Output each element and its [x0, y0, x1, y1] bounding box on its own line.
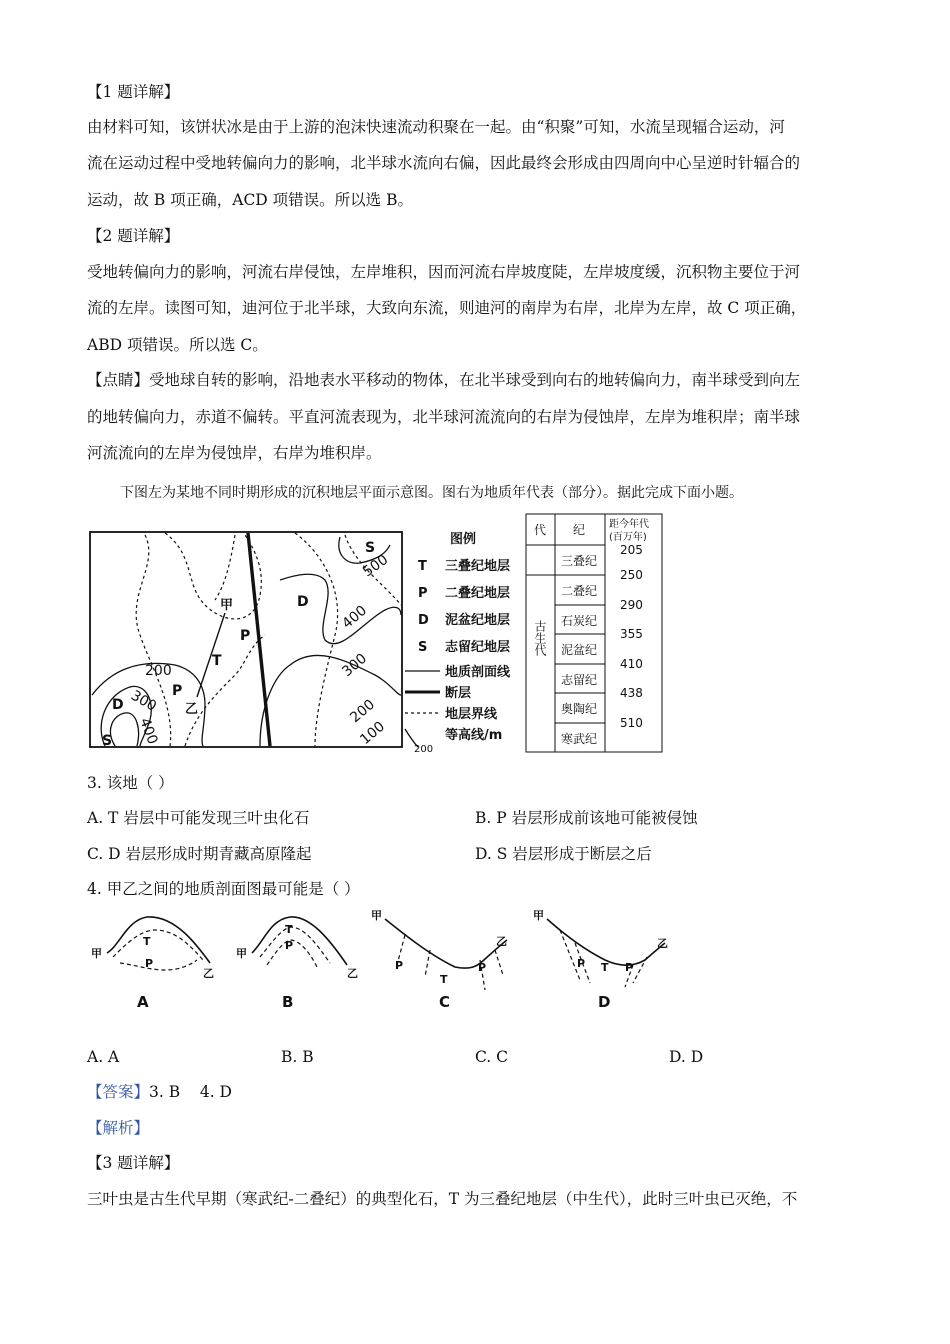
q3-option-c[interactable]: C. D 岩层形成时期青藏高原隆起 [87, 845, 312, 863]
fig-b-P: P [285, 939, 294, 952]
dianjing-line3: 河流流向的左岸为侵蚀岸，右岸为堆积岸。 [87, 444, 382, 462]
fig-c-P-left: P [395, 959, 404, 972]
table-period-6: 寒武纪 [561, 732, 598, 746]
fig-d-P-right: P [625, 961, 634, 974]
fig-c-P-right: P [478, 961, 487, 974]
table-period-0: 三叠纪 [561, 554, 598, 568]
fig-label-a: A [137, 993, 149, 1011]
table-age-1: 250 [620, 568, 643, 582]
legend-text-D: 泥盆纪地层 [445, 613, 511, 628]
table-age-4: 410 [620, 657, 643, 671]
sec1-line2: 流在运动过程中受地转偏向力的影响，北半球水流向右偏，因此最终会形成由四周向中心呈逆时针辐合的 [87, 154, 801, 172]
table-period-5: 奥陶纪 [561, 702, 598, 716]
table-header-time1: 距今年代 [609, 519, 649, 530]
table-age-6: 510 [620, 716, 643, 730]
fig-d-P-left: P [577, 957, 586, 970]
fig-c-T: T [440, 973, 448, 986]
q4-stem: 4. 甲乙之间的地质剖面图最可能是（ ） [87, 880, 360, 898]
sec2-line2: 流的左岸。读图可知，迪河位于北半球，大致向东流，则迪河的南岸为右岸，北岸为左岸，故 C 项正确， [87, 299, 807, 317]
table-header-time2: (百万年) [609, 532, 647, 543]
map-legend [400, 525, 520, 755]
contour-200-left: 200 [145, 663, 172, 679]
q4-option-a[interactable]: A. A [87, 1048, 120, 1066]
figure-intro: 下图左为某地不同时期形成的沉积地层平面示意图。图右为地质年代表（部分）。据此完成下面小题。 [120, 485, 743, 501]
legend-text-T: 三叠纪地层 [445, 559, 511, 574]
profile-options-figure [85, 905, 685, 1020]
map-layer-S-left: S [102, 733, 113, 749]
contour-300-left: 300 [128, 687, 160, 715]
fig-a-P: P [145, 957, 154, 970]
fig-c-yi: 乙 [496, 935, 507, 948]
map-layer-S-top: S [365, 540, 376, 556]
q3-stem: 3. 该地（ ） [87, 774, 174, 792]
table-period-4: 志留纪 [561, 673, 598, 687]
answer-text: 3. B 4. D [149, 1083, 232, 1101]
table-age-2: 290 [620, 598, 643, 612]
q4-option-b[interactable]: B. B [281, 1048, 314, 1066]
legend-title: 图例 [450, 532, 477, 547]
q4-option-d[interactable]: D. D [669, 1048, 704, 1066]
table-header-ji: 纪 [573, 523, 586, 537]
legend-text-contour: 等高线/m [445, 728, 503, 743]
table-age-0: 205 [620, 543, 643, 557]
legend-text-profile: 地质剖面线 [445, 665, 511, 680]
answer-tag: 【答案】 [87, 1083, 150, 1101]
legend-contour-sample: 200 [414, 744, 434, 755]
fig-a-T: T [143, 935, 151, 948]
table-header-dai: 代 [534, 523, 547, 537]
sec1-line3: 运动，故 B 项正确，ACD 项错误。所以选 B。 [87, 191, 413, 209]
table-age-5: 438 [620, 686, 643, 700]
q3-option-d[interactable]: D. S 岩层形成于断层之后 [475, 845, 652, 863]
legend-text-P: 二叠纪地层 [445, 586, 511, 601]
map-layer-T: T [212, 653, 222, 669]
table-era: 古生代 [533, 620, 547, 656]
q3-option-a[interactable]: A. T 岩层中可能发现三叶虫化石 [87, 809, 310, 827]
sec3-line1: 三叶虫是古生代早期（寒武纪-二叠纪）的典型化石，T 为三叠纪地层（中生代），此时三叶虫已灭绝，不 [87, 1190, 798, 1208]
fig-label-b: B [282, 993, 294, 1011]
legend-text-fault: 断层 [445, 686, 472, 701]
contour-100: 100 [357, 718, 389, 749]
contour-300-right: 300 [339, 650, 371, 681]
legend-sym-P: P [418, 586, 428, 601]
legend-sym-T: T [418, 559, 427, 574]
table-age-3: 355 [620, 627, 643, 641]
contour-200-right: 200 [347, 696, 379, 727]
table-period-1: 二叠纪 [561, 584, 598, 598]
map-layer-D-left: D [112, 697, 124, 713]
table-period-2: 石炭纪 [561, 614, 598, 628]
contour-400-left: 400 [136, 715, 161, 747]
contour-500: 500 [360, 551, 392, 581]
geologic-map [85, 525, 405, 755]
table-period-3: 泥盆纪 [561, 643, 598, 657]
fig-b-yi: 乙 [347, 967, 358, 980]
map-layer-D-right: D [297, 594, 309, 610]
answer-line [87, 1081, 232, 1103]
map-jia: 甲 [220, 598, 234, 613]
sec2-heading: 【2 题详解】 [87, 227, 180, 245]
fig-b-T: T [285, 923, 293, 936]
map-yi: 乙 [185, 702, 199, 717]
legend-text-S: 志留纪地层 [445, 640, 511, 655]
dianjing-line2: 的地转偏向力，赤道不偏转。平直河流表现为，北半球河流流向的右岸为侵蚀岸，左岸为堆积岸；南半球 [87, 408, 801, 426]
fig-d-T: T [601, 961, 609, 974]
fig-a-yi: 乙 [203, 967, 214, 980]
legend-sym-D: D [418, 613, 429, 628]
sec2-line1: 受地转偏向力的影响，河流右岸侵蚀，左岸堆积，因而河流右岸坡度陡，左岸坡度缓，沉积物主要位于河 [87, 263, 801, 281]
fig-c-jia: 甲 [371, 909, 382, 922]
sec1-heading: 【1 题详解】 [87, 83, 180, 101]
fig-label-d: D [598, 993, 611, 1011]
sec2-line3: ABD 项错误。所以选 C。 [87, 336, 268, 354]
jiexi-tag: 【解析】 [87, 1119, 150, 1137]
q3-option-b[interactable]: B. P 岩层形成前该地可能被侵蚀 [475, 809, 698, 827]
fig-d-yi: 乙 [657, 937, 668, 950]
legend-text-boundary: 地层界线 [445, 707, 498, 722]
fig-b-jia: 甲 [236, 947, 247, 960]
geologic-time-table [525, 513, 665, 755]
fig-a-jia: 甲 [91, 947, 102, 960]
fig-label-c: C [439, 993, 451, 1011]
map-layer-P-left: P [172, 683, 183, 699]
fig-d-jia: 甲 [533, 909, 544, 922]
q4-option-c[interactable]: C. C [475, 1048, 509, 1066]
dianjing-line1: 【点睛】受地球自转的影响，沿地表水平移动的物体，在北半球受到向右的地转偏向力，南半球受到向左 [87, 371, 801, 389]
map-layer-P-right: P [240, 628, 251, 644]
sec1-line1: 由材料可知，该饼状冰是由于上游的泡沫快速流动积聚在一起。由“积聚”可知，水流呈现辐合运动，河 [87, 118, 785, 136]
sec3-heading: 【3 题详解】 [87, 1154, 180, 1172]
contour-400-right: 400 [339, 602, 371, 633]
legend-sym-S: S [418, 640, 428, 655]
